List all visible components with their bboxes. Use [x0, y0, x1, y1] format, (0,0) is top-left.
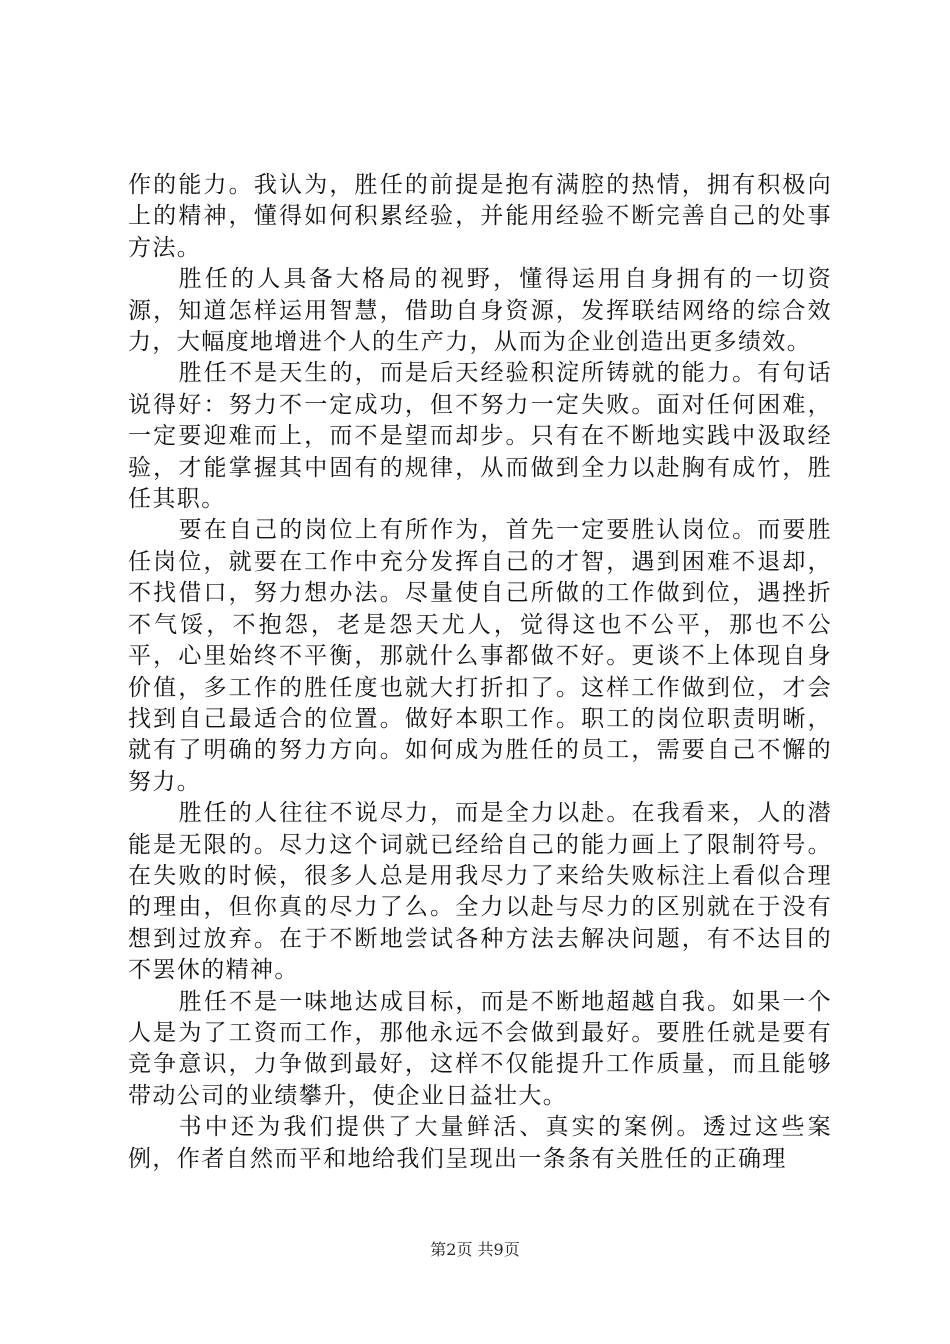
page-footer: 第2页 共9页 — [430, 1240, 520, 1259]
paragraph-5: 胜任的人往往不说尽力，而是全力以赴。在我看来，人的潜能是无限的。尽力这个词就已经给自己的能力画上了限制符号。在失败的时候，很多人总是用我尽力了来给失败标注上看似合理的理由，但你真的尽力了么。全力以赴与尽力的区别就在于没有想到过放弃。在于不断地尝试各种方法去解决问题，有不达目的不罢休的精神。 — [128, 800, 832, 984]
paragraph-2: 胜任的人具备大格局的视野，懂得运用自身拥有的一切资源，知道怎样运用智慧，借助自身资源，发挥联结网络的综合效力，大幅度地增进个人的生产力，从而为企业创造出更多绩效。 — [128, 266, 832, 356]
paragraph-7: 书中还为我们提供了大量鲜活、真实的案例。透过这些案例，作者自然而平和地给我们呈现出一条条有关胜任的正确理 — [128, 1114, 832, 1172]
paragraph-3: 胜任不是天生的，而是后天经验积淀所铸就的能力。有句话说得好：努力不一定成功，但不努力一定失败。面对任何困难，一定要迎难而上，而不是望而却步。只有在不断地实践中汲取经验，才能掌握其中固有的规律，从而做到全力以赴胸有成竹，胜任其职。 — [128, 360, 832, 513]
paragraph-4: 要在自己的岗位上有所作为，首先一定要胜认岗位。而要胜任岗位，就要在工作中充分发挥自己的才智，遇到困难不退却，不找借口，努力想办法。尽量使自己所做的工作做到位，遇挫折不气馁，不抱怨，老是怨天尤人，觉得这也不公平，那也不公平，心里始终不平衡，那就什么事都做不好。更谈不上体现自身价值，多工作的胜任度也就大打折扣了。这样工作做到位，才会找到自己最适合的位置。做好本职工作。职工的岗位职责明晰，就有了明确的努力方向。如何成为胜任的员工，需要自己不懈的努力。 — [128, 517, 832, 795]
paragraph-1: 作的能力。我认为，胜任的前提是抱有满腔的热情，拥有积极向上的精神，懂得如何积累经验，并能用经验不断完善自己的处事方法。 — [128, 172, 832, 261]
document-body — [128, 170, 832, 1175]
paragraph-6: 胜任不是一味地达成目标，而是不断地超越自我。如果一个人是为了工资而工作，那他永远不会做到最好。要胜任就是要有竞争意识，力争做到最好，这样不仅能提升工作质量，而且能够带动公司的业绩攀升，使企业日益壮大。 — [128, 988, 832, 1109]
